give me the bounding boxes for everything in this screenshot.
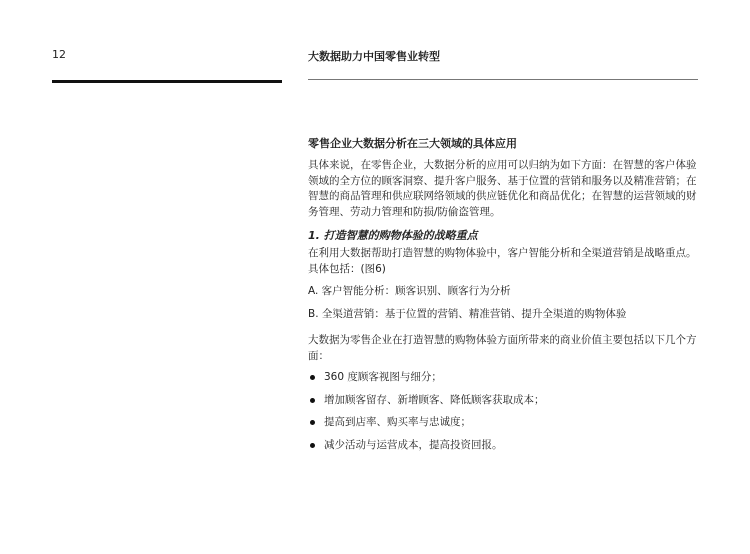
bullet-text: 减少活动与运营成本，提高投资回报。 (324, 438, 503, 451)
list-item (308, 415, 700, 431)
bullet-icon (310, 375, 315, 380)
bullet-icon (310, 398, 315, 403)
page-number: 12 (52, 48, 66, 61)
list-item (308, 370, 700, 386)
bullet-icon (310, 443, 315, 448)
list-item-a: A. 客户智能分析：顾客识别、顾客行为分析 (308, 285, 511, 297)
bullet-text: 360 度顾客视图与细分； (324, 371, 442, 383)
main-content (308, 136, 700, 460)
bullet-text: 增加顾客留存、新增顾客、降低顾客获取成本； (324, 393, 545, 406)
value-bullet-list (308, 370, 700, 453)
subsection-heading: 1. 打造智慧的购物体验的战略重点 (308, 229, 478, 242)
subsection-body-paragraph: 在利用大数据帮助打造智慧的购物体验中，客户智能分析和全渠道营销是战略重点。具体包括：(图6) (308, 247, 697, 275)
running-header-title: 大数据助力中国零售业转型 (308, 50, 440, 63)
list-item (308, 438, 700, 454)
list-item (308, 393, 700, 409)
section-heading: 零售企业大数据分析在三大领域的具体应用 (308, 137, 517, 150)
section-intro-paragraph: 具体来说，在零售企业，大数据分析的应用可以归纳为如下方面：在智慧的客户体验领域的全方位的顾客洞察、提升客户服务、基于位置的营销和服务以及精准营销；在智慧的商品管理和供应联网络领域的供应链优化和商品优化；在智慧的运营领域的财务管理、劳动力管理和防损/防偷盗管理。 (308, 159, 697, 218)
bullet-icon (310, 420, 315, 425)
value-intro-paragraph: 大数据为零售企业在打造智慧的购物体验方面所带来的商业价值主要包括以下几个方面： (308, 334, 697, 362)
header-divider-rule (308, 79, 698, 80)
list-item-b: B. 全渠道营销：基于位置的营销、精准营销、提升全渠道的购物体验 (308, 307, 627, 320)
left-divider-rule (52, 80, 282, 83)
bullet-text: 提高到店率、购买率与忠诚度； (324, 416, 471, 428)
